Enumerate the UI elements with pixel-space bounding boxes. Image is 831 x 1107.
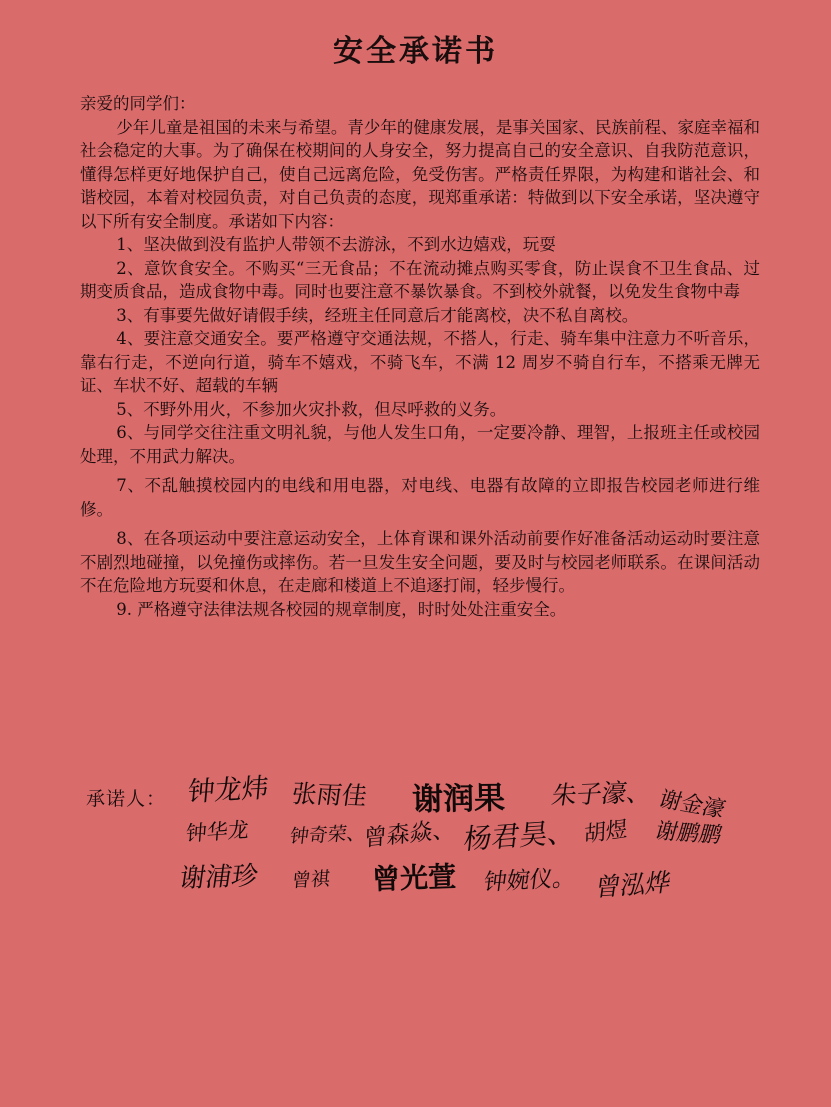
rule-item: 9. 严格遵守法律法规各校园的规章制度，时时处处注重安全。 xyxy=(116,599,567,619)
signature: 胡煜 xyxy=(583,816,628,849)
rule-item: 6、与同学交往注重文明礼貌，与他人发生口角，一定要冷静、理智，上报班主任或校园处理，不用武力解决。 xyxy=(80,423,760,466)
rule-item: 5、不野外用火，不参加火灾扑救，但尽呼救的义务。 xyxy=(116,399,507,419)
signature: 曾光萱 xyxy=(371,860,457,896)
signature: 谢鹏鹏 xyxy=(651,819,725,849)
document-title: 安全承诺书 xyxy=(333,34,498,69)
document-body xyxy=(80,92,760,621)
greeting: 亲爱的同学们： xyxy=(80,94,196,113)
signature: 曾泓烨 xyxy=(593,867,673,903)
rule-item: 2、意饮食安全。不购买“三无食品；不在流动摊点购买零食，防止误食不卫生食品、过期变质食品，造成食物中毒。同时也要注意不暴饮暴食。不到校外就餐，以免发生食物中毒 xyxy=(80,258,760,301)
signature: 张雨佳 xyxy=(289,779,369,811)
signature: 钟龙炜 xyxy=(186,772,270,809)
rule-item: 1、坚决做到没有监护人带领不去游泳，不到水边嬉戏，玩耍 xyxy=(116,235,556,254)
rule-item: 4、要注意交通安全。要严格遵守交通法规，不搭人，行走、骑车集中注意力不听音乐，靠右行走，不逆向行道，骑车不嬉戏，不骑飞车，不满 12 周岁不骑自行车，不搭乘无牌无证、车状不好、超载的车辆 xyxy=(80,329,760,395)
signature: 朱子濠、 xyxy=(549,777,654,811)
signature: 钟婉仪。 xyxy=(482,865,578,897)
signature: 谢金濠 xyxy=(655,787,729,823)
signature: 曾森焱、 xyxy=(363,816,456,853)
intro-paragraph: 少年儿童是祖国的未来与希望。青少年的健康发展，是事关国家、民族前程、家庭幸福和社会稳定的大事。为了确保在校期间的人身安全，努力提高自己的安全意识、自我防范意识，懂得怎样更好地保护自己，使自己远离危险，免受伤害。严格责任界限，为构建和谐社会、和谐校园，本着对校园负责，对自己负责的态度，现郑重承诺：特做到以下安全承诺，坚决遵守以下所有安全制度。承诺如下内容： xyxy=(80,117,760,231)
signature: 钟华龙 xyxy=(185,817,250,847)
signature: 谢润果 xyxy=(411,780,506,818)
rule-item: 8、在各项运动中要注意运动安全，上体育课和课外活动前要作好准备活动运动时要注意不剧烈地碰撞，以免撞伤或摔伤。若一旦发生安全问题，要及时与校园老师联系。在课间活动不在危险地方玩耍和休息，在走廊和楼道上不追逐打闹，轻步慢行。 xyxy=(80,529,760,595)
signature-label: 承诺人： xyxy=(86,788,167,810)
signature: 谢浦珍 xyxy=(177,861,260,895)
rule-item: 7、不乱触摸校园内的电线和用电器，对电线、电器有故障的立即报告校园老师进行维修。 xyxy=(80,476,760,519)
signature: 钟奇荣、 xyxy=(288,821,368,849)
signature: 曾祺 xyxy=(290,867,331,893)
rule-item: 3、有事要先做好请假手续，经班主任同意后才能离校，决不私自离校。 xyxy=(116,305,639,325)
signature: 杨君昊、 xyxy=(462,815,578,857)
